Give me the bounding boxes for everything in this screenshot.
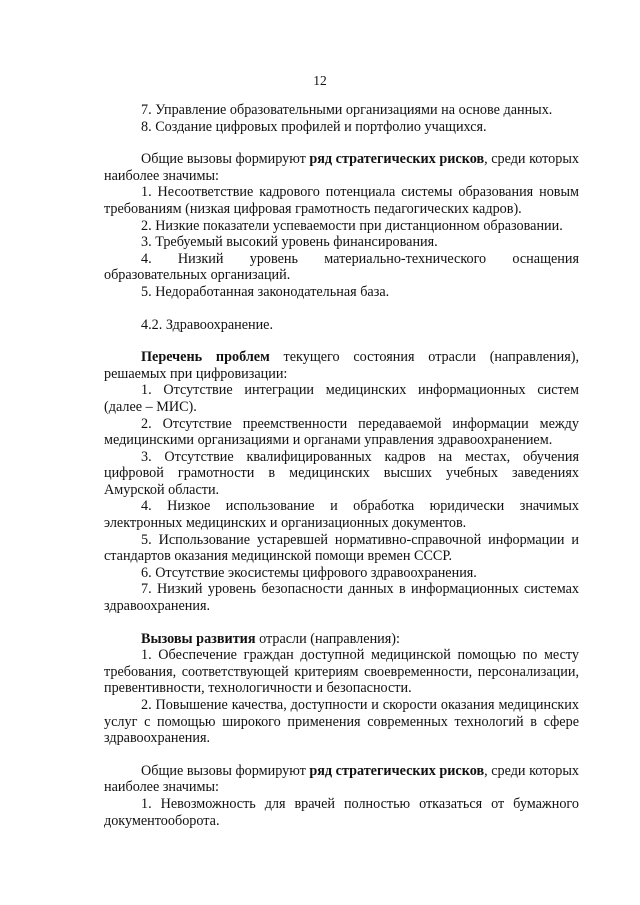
- bold-text: ряд стратегических рисков: [309, 151, 485, 168]
- risks-intro-paragraph: [104, 763, 579, 796]
- list-item: 1. Несоответствие кадрового потенциала системы образования новым требованиям (низкая цифровая грамотность педагогических кадров).: [104, 184, 579, 217]
- list-item: 8. Создание цифровых профилей и портфолио учащихся.: [141, 118, 487, 135]
- list-item: 5. Недоработанная законодательная база.: [141, 283, 390, 300]
- list-item: 7. Управление образовательными организациями на основе данных.: [141, 102, 553, 118]
- problems-intro-paragraph: [104, 349, 579, 382]
- page-number: 12: [313, 73, 327, 88]
- list-item: 4. Низкое использование и обработка юридически значимых электронных медицинских и организационных документов.: [104, 498, 579, 532]
- list-item: 1. Невозможность для врачей полностью отказаться от бумажного документооборота.: [104, 795, 579, 829]
- text-run: текущего состояния отрасли (направления), решаемых при цифровизации:: [104, 349, 579, 382]
- text-run: Общие вызовы формируют: [141, 151, 310, 168]
- page-body: [104, 102, 579, 829]
- list-item: 1. Отсутствие интеграции медицинских информационных систем (далее – МИС).: [104, 382, 579, 415]
- challenges-intro-paragraph: [104, 631, 579, 648]
- risks-intro-paragraph: [104, 151, 579, 184]
- list-item: 3. Отсутствие квалифицированных кадров на местах, обучения цифровой грамотности в медицинских высших учебных заведениях Амурской области.: [104, 448, 579, 498]
- list-item: 1. Обеспечение граждан доступной медицинской помощью по месту требования, соответствующей критериям своевременности, персонализации, превентивности, технологичности и безопасности.: [104, 647, 579, 697]
- text-run: , среди которых наиболее значимы:: [104, 151, 579, 184]
- text-run: отрасли (направления):: [255, 630, 400, 647]
- text-run: , среди которых наиболее значимы:: [104, 762, 579, 796]
- list-item: 2. Повышение качества, доступности и скорости оказания медицинских услуг с помощью широкого применения современных технологий в сфере здравоохранения.: [104, 697, 579, 747]
- list-item: 4. Низкий уровень материально-технического оснащения образовательных организаций.: [104, 250, 579, 284]
- text-run: Общие вызовы формируют: [141, 762, 310, 779]
- bold-text: Вызовы развития: [141, 630, 256, 647]
- bold-text: Перечень проблем: [141, 349, 270, 366]
- list-item: 7. Низкий уровень безопасности данных в информационных системах здравоохранения.: [104, 581, 579, 615]
- list-item: 6. Отсутствие экосистемы цифрового здравоохранения.: [141, 564, 477, 581]
- list-item: 5. Использование устаревшей нормативно-справочной информации и стандартов оказания медицинской помощи времен СССР.: [104, 531, 579, 565]
- list-item: 3. Требуемый высокий уровень финансирования.: [141, 234, 438, 251]
- bold-text: ряд стратегических рисков: [309, 762, 485, 779]
- list-item: 2. Низкие показатели успеваемости при дистанционном образовании.: [141, 217, 563, 234]
- section-heading: 4.2. Здравоохранение.: [141, 316, 274, 333]
- list-item: 2. Отсутствие преемственности передаваемой информации между медицинскими организациями и органами управления здравоохранением.: [104, 415, 579, 449]
